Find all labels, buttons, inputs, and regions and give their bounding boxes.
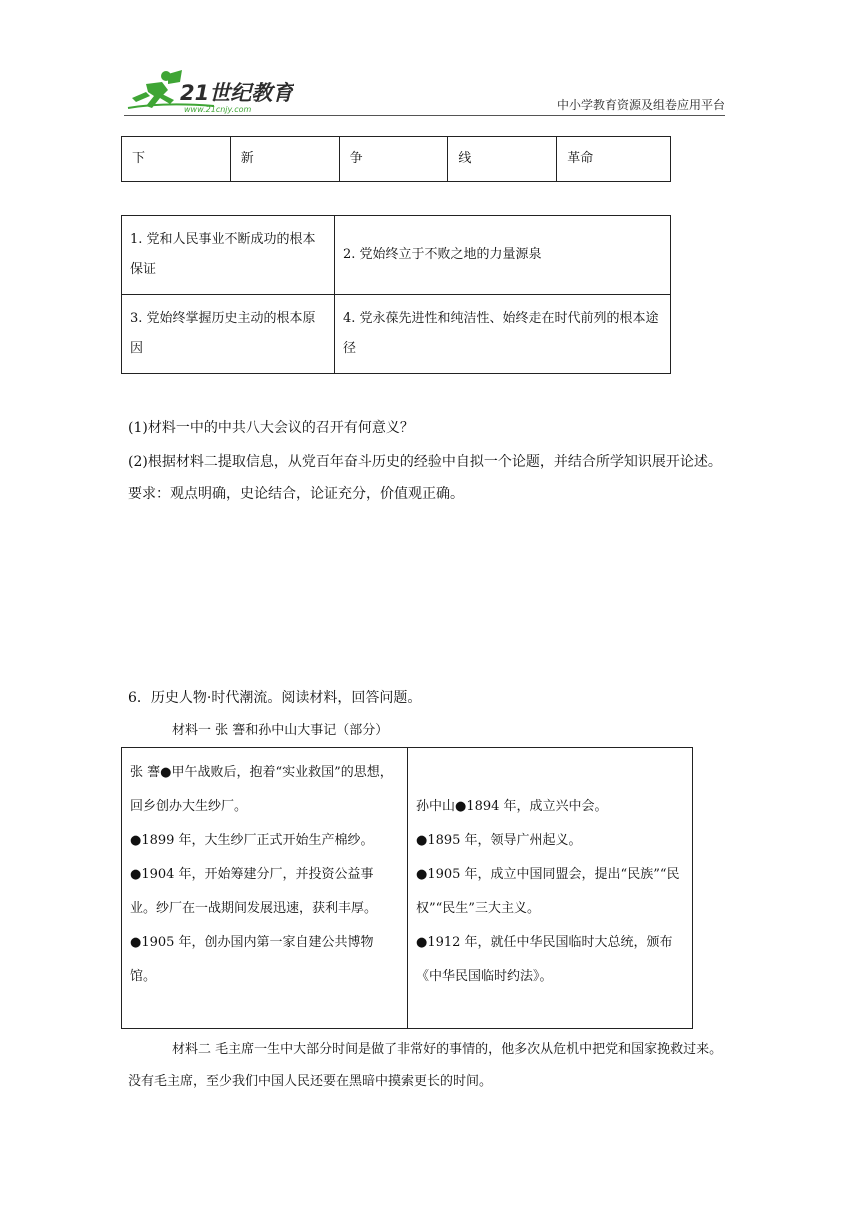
table-row — [122, 748, 693, 1029]
material-2: 材料二 毛主席一生中大部分时间是做了非常好的事情的，他多次从危机中把党和国家挽救过来。没有毛主席，至少我们中国人民还要在黑暗中摸索更长的时间。 — [128, 1042, 723, 1089]
table-cell: 2. 党始终立于不败之地的力量源泉 — [335, 216, 671, 295]
table-cell: 新 — [230, 137, 339, 182]
table-cell: 革命 — [557, 137, 671, 182]
table-cell: 下 — [122, 137, 231, 182]
table-cell: 争 — [339, 137, 448, 182]
list-item: ●1895 年，领导广州起义。 — [416, 833, 582, 848]
keyword-table — [121, 136, 671, 182]
table-row — [122, 216, 671, 295]
material-1-caption: 材料一 张 謇和孙中山大事记（部分） — [172, 723, 389, 738]
table-cell: 1. 党和人民事业不断成功的根本保证 — [122, 216, 335, 295]
table-cell: 4. 党永葆先进性和纯洁性、始终走在时代前列的根本途径 — [335, 295, 671, 374]
list-item: ●1904 年，开始筹建分厂，并投资公益事业。纱厂在一战期间发展迅速，获利丰厚。 — [130, 867, 378, 916]
list-item: 张 謇●甲午战败后，抱着“实业救国”的思想，回乡创办大生纱厂。 — [130, 765, 393, 814]
question-1: (1)材料一中的中共八大会议的召开有何意义？ — [128, 420, 414, 436]
list-item: 孙中山●1894 年，成立兴中会。 — [416, 799, 608, 814]
table-cell: 线 — [448, 137, 557, 182]
table-row — [122, 295, 671, 374]
zhang-jian-events — [122, 748, 408, 1029]
list-item: ●1905 年，创办国内第一家自建公共博物馆。 — [130, 935, 374, 984]
svg-text:21世纪教育: 21世纪教育 — [180, 81, 294, 105]
platform-name: 中小学教育资源及组卷应用平台 — [556, 98, 725, 112]
logo-runner-icon — [124, 68, 294, 116]
header-divider — [124, 115, 725, 116]
events-table — [121, 747, 693, 1029]
question-6-title: 6．历史人物·时代潮流。阅读材料，回答问题。 — [128, 690, 422, 706]
list-item: ●1905 年，成立中国同盟会，提出“民族”“民权”“民生”三大主义。 — [416, 867, 680, 916]
question-2: (2)根据材料二提取信息，从党百年奋斗历史的经验中自拟一个论题，并结合所学知识展开论述。要求：观点明确，史论结合，论证充分，价值观正确。 — [128, 454, 722, 502]
sun-zhongshan-events — [408, 748, 693, 1029]
table-row — [122, 137, 671, 182]
svg-text:www.21cnjy.com: www.21cnjy.com — [184, 105, 252, 114]
list-item: ●1899 年，大生纱厂正式开始生产棉纱。 — [130, 833, 374, 848]
logo — [124, 68, 294, 116]
experience-table — [121, 215, 671, 374]
list-item: ●1912 年，就任中华民国临时大总统，颁布《中华民国临时约法》。 — [416, 935, 673, 984]
table-cell: 3. 党始终掌握历史主动的根本原因 — [122, 295, 335, 374]
